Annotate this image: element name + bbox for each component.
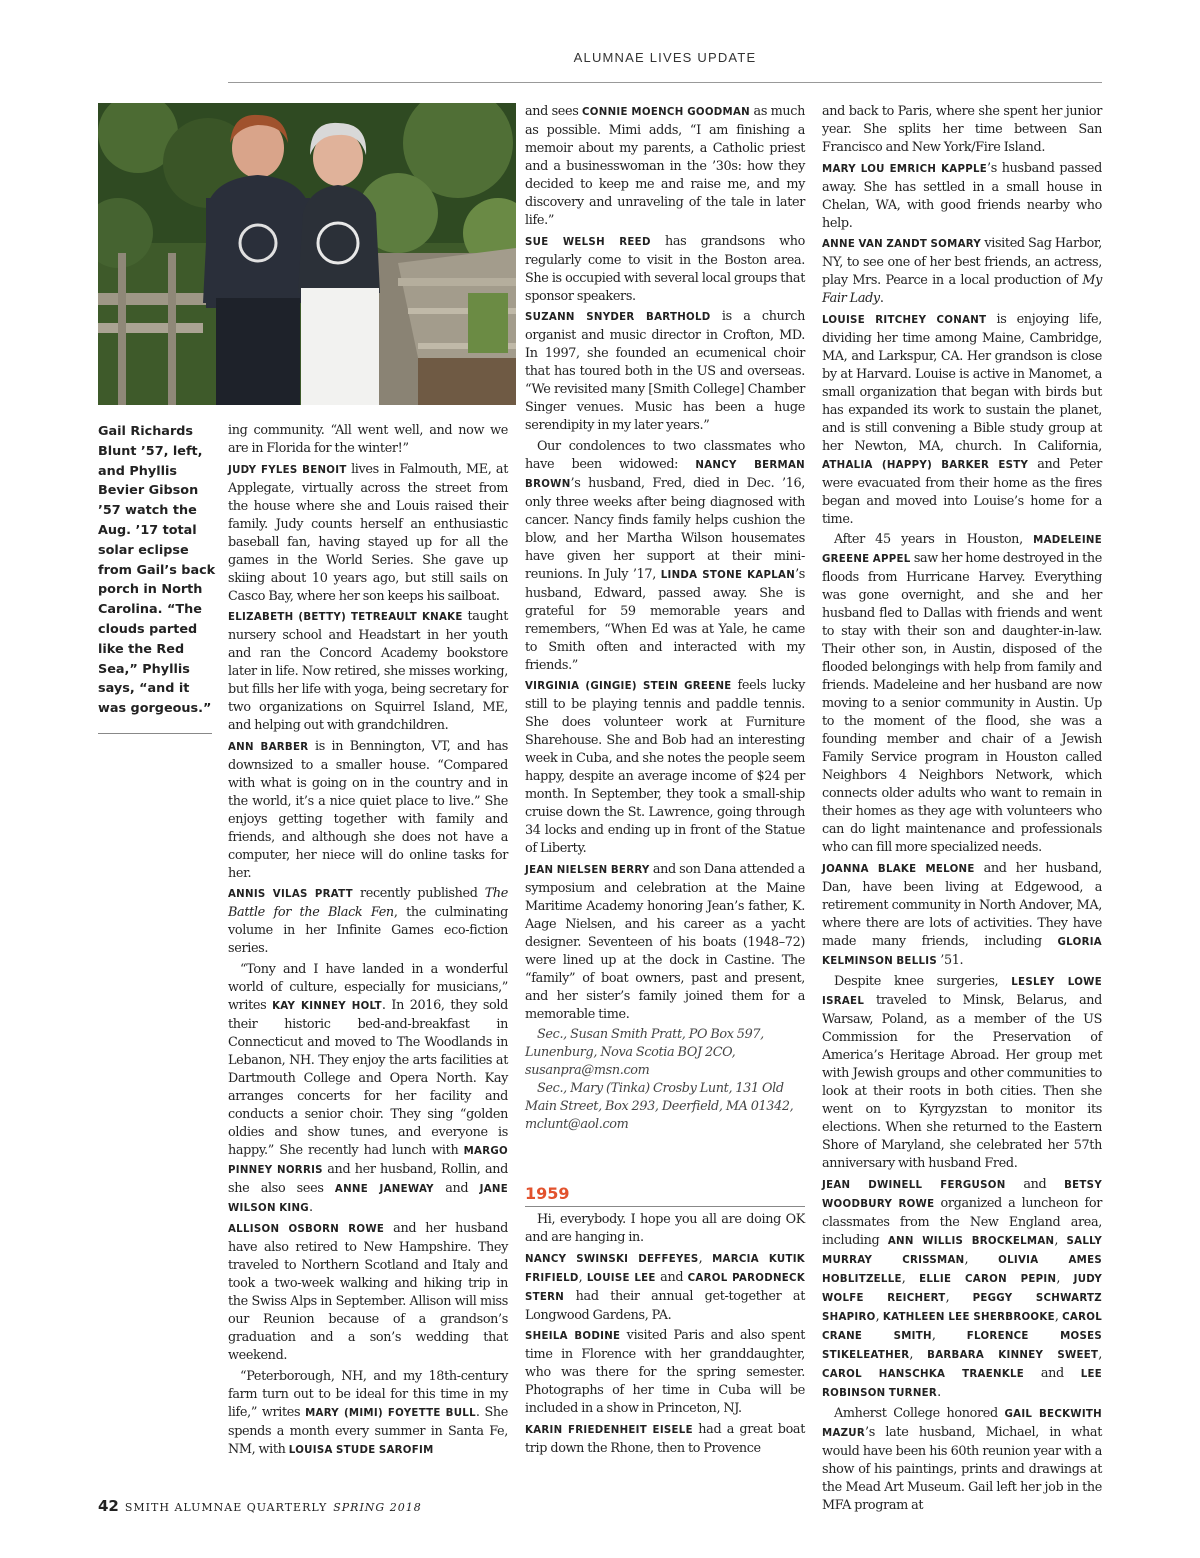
alumna-name: CONNIE MOENCH GOODMAN <box>582 107 750 118</box>
paragraph-text: ’s late husband, Michael, in what would have been his 60th reunion year with a show of his paintings, prints and drawings at the Mead Art Museum. Gail left her job in the MFA program at <box>822 1425 1102 1513</box>
paragraph <box>228 461 508 606</box>
alumna-name: LOUISA STUDE SAROFIM <box>288 1444 434 1456</box>
paragraph-text: had their annual get-together at Longwood Gardens, PA. <box>525 1288 805 1323</box>
paragraph-text: visited Sag Harbor, NY, to see one of her best friends, an actress, play Mrs. Pearce in a local production of <box>822 236 1102 288</box>
alumna-name: LOUISE RITCHEY CONANT <box>822 314 987 326</box>
alumna-name: LINDA STONE KAPLAN <box>660 569 796 581</box>
paragraph-text: , <box>1098 1346 1103 1362</box>
class-year-divider <box>525 1206 805 1207</box>
alumna-name: NANCY SWINSKI DEFFEYES <box>525 1253 699 1265</box>
paragraph <box>525 438 805 675</box>
alumna-name: KATHLEEN LEE SHERBROOKE <box>882 1311 1055 1323</box>
alumna-name: SUE WELSH REED <box>525 236 651 248</box>
alumna-name: KARIN FRIEDENHEIT EISELE <box>525 1424 693 1436</box>
paragraph-text: and her husband, Rollin, and she also sees <box>228 1161 508 1196</box>
alumna-name: GLORIA KELMINSON BELLIS <box>822 936 1102 967</box>
alumna-name: LEE ROBINSON TURNER <box>822 1368 1102 1399</box>
paragraph <box>228 961 508 1218</box>
photo-of-two-women <box>98 103 516 405</box>
paragraph <box>525 1327 805 1418</box>
paragraph-text: lives in Falmouth, ME, at Applegate, virtually across the street from the house where she and Louis raised their family. Judy counts herself an enthusiastic baseball fan, having stayed up for all the games in the World Series. She gave up skiing about 10 years ago, but still sails on Casco Bay, where her son keeps his sailboat. <box>228 461 508 604</box>
paragraph-text: , <box>1054 1232 1067 1248</box>
paragraph <box>822 103 1102 157</box>
paragraph <box>525 103 805 230</box>
paragraph <box>822 160 1102 233</box>
paragraph-text: saw her home destroyed in the floods from Hurricane Harvey. Everything was gone overnight, and she and her husband fled to Dallas with friends and went to stay with their son and daughter-in-law. Their other son, in Austin, disposed of the flooded belongings with help from family and friends. Madeleine and her husband are now moving to a senior community in Austin. Up to the moment of the flood, she was a founding member and chair of a Jewish Family Service program in Houston called Neighbors 4 Neighbors Network, which connects older adults who want to remain in their homes as they age with volunteers who can do light maintenance and professionals who can fill more specialized needs. <box>822 551 1102 855</box>
paragraph-text: and sees <box>525 104 583 119</box>
paragraph <box>822 531 1102 857</box>
alumna-name: JUDY FYLES BENOIT <box>228 464 347 476</box>
paragraph-text: is in Bennington, VT, and has downsized to a smaller house. “Compared with what is going on in the country and in the world, it’s a nice quiet place to live.” She enjoys getting together with family and friends, and although she does not have a computer, her niece will do online tasks for her. <box>228 738 509 881</box>
paragraph <box>525 677 805 858</box>
paragraph-text: ’51. <box>937 952 964 968</box>
alumna-name: ELIZABETH (BETTY) TETREAULT KNAKE <box>228 612 463 623</box>
paragraph-text: taught nursery school and Headstart in her youth and ran the Concord Academy bookstore later in life. Now retired, she misses working, but fills her life with yoga, being secretary for two organizations on Squirrel Island, ME, and helping out with grandchildren. <box>228 609 508 733</box>
paragraph-text: is enjoying life, dividing her time among Maine, Cambridge, MA, and Larkspur, CA. Her grandson is close by at Harvard. Louise is active in Manomet, a small organization that began with birds but has expanded its work to sustain the planet, and is still convening a Bible study group at her Newton, MA, church. In California, <box>822 311 1102 454</box>
alumna-name: CAROL CRANE SMITH <box>822 1311 1102 1342</box>
alumna-name: BARBARA KINNEY SWEET <box>927 1349 1099 1361</box>
paragraph-text: . <box>879 291 884 306</box>
paragraph-text: organized a luncheon for classmates from the New England area, including <box>822 1195 1102 1248</box>
paragraph-text: and son Dana attended a symposium and celebration at the Maine Maritime Academy honoring Jean’s father, K. Aage Nielsen, and his career as a yacht designer. Seventeen of his boats (1948–72) were lined up at the dock in Castine. The “family” of boat owners, past and present, and her sister’s family joined them for a memorable time. <box>525 861 806 1022</box>
page-footer <box>98 1497 422 1515</box>
paragraph <box>228 885 508 958</box>
paragraph-text: ’s husband, Fred, died in Dec. ’16, only three weeks after being diagnosed with cancer. Nancy finds family helps cushion the blow, and her Martha Wilson housemates have given her support at their mini-reunions. In July ’17, <box>525 475 805 582</box>
alumna-name: CAROL PARODNECK STERN <box>525 1272 806 1303</box>
alumna-name: ANNE JANEWAY <box>334 1183 434 1195</box>
paragraph-text: and her husband have also retired to New Hampshire. They traveled to Northern Scotland and Italy and took a two-week walking and hiking trip in the Swiss Alps in September. Allison will miss our Reunion because of a grandson’s graduation and a son’s wedding that weekend. <box>228 1221 508 1363</box>
class-secretary: Sec., Mary (Tinka) Crosby Lunt, 131 Old Main Street, Box 293, Deerfield, MA 01342, mclunt@aol.com <box>525 1081 794 1132</box>
alumna-name: ANNIS VILAS PRATT <box>228 889 353 900</box>
paragraph-text: Our condolences to two classmates who have been widowed: <box>525 438 805 472</box>
alumna-name: BETSY WOODBURY ROWE <box>822 1179 1102 1210</box>
alumna-name: PEGGY SCHWARTZ SHAPIRO <box>822 1292 1102 1323</box>
paragraph <box>822 860 1102 971</box>
alumna-name: JANE WILSON KING <box>228 1183 508 1214</box>
paragraph-text: , <box>1054 1308 1063 1324</box>
paragraph-text: visited Paris and also spent time in Florence with her granddaughter, who was there for the spring semester. Photographs of her time in Cuba will be included in a show in Princeton, NJ. <box>525 1328 805 1416</box>
alumna-name: ANNE VAN ZANDT SOMARY <box>822 239 982 250</box>
paragraph <box>822 311 1102 529</box>
alumna-name: ANN BARBER <box>228 741 309 753</box>
paragraph <box>525 1211 805 1247</box>
paragraph <box>525 1250 805 1325</box>
paragraph-text: , <box>698 1250 713 1266</box>
paragraph <box>525 308 805 435</box>
column-3 <box>822 103 1102 1518</box>
paragraph <box>822 973 1102 1173</box>
paragraph <box>228 738 508 883</box>
alumna-name: JEAN NIELSEN BERRY <box>525 864 650 876</box>
alumna-name: ELLIE CARON PEPIN <box>919 1273 1057 1285</box>
paragraph <box>525 1421 805 1458</box>
alumna-name: CAROL HANSCHKA TRAENKLE <box>822 1368 1025 1380</box>
paragraph-text: is a church organist and music director in Crofton, MD. In 1997, she founded an ecumenical choir that has toured both in the US and overseas. “We revisited many [Smith College] Chamber Singer venues. Music has been a huge serendipity in my later years.” <box>525 309 805 433</box>
paragraph-text: . She spends a month every summer in Santa Fe, NM, with <box>228 1404 508 1457</box>
class-secretary: Sec., Susan Smith Pratt, PO Box 597, Lunenburg, Nova Scotia BOJ 2CO, susanpra@msn.com <box>525 1027 764 1078</box>
paragraph-text: and <box>433 1180 480 1196</box>
alumna-name: FLORENCE MOSES STIKELEATHER <box>822 1330 1102 1361</box>
paragraph-text: After 45 years in Houston, <box>834 532 1034 547</box>
paragraph-text: . <box>308 1199 313 1215</box>
issue-name: SPRING 2018 <box>333 1501 422 1514</box>
paragraph-text: , <box>909 1346 928 1362</box>
section-header: ALUMNAE LIVES UPDATE <box>573 50 757 65</box>
paragraph <box>525 861 805 1024</box>
alumna-name: MARY LOU EMRICH KAPPLE <box>822 163 988 175</box>
paragraph <box>228 1368 508 1460</box>
alumna-name: MARCIA KUTIK FRIFIELD <box>525 1253 805 1284</box>
photo-caption: Gail Richards Blunt ’57, left, and Phyllis Bevier Gibson ’57 watch the Aug. ’17 total solar eclipse from Gail’s back porch in North Carolina. “The clouds parted like the Red Sea,” Phyllis says, “and it was gorgeous.” <box>98 424 216 717</box>
alumna-name: MARGO PINNEY NORRIS <box>228 1145 508 1176</box>
paragraph-text: ’s husband, Edward, passed away. She is grateful for 59 memorable years and remembers, “When Ed was at Yale, he came to Smith often and interacted with my friends.” <box>525 566 805 673</box>
publication-name: SMITH ALUMNAE QUARTERLY <box>124 1501 328 1514</box>
paragraph-text: has grandsons who regularly come to visit in the Boston area. She is occupied with several local groups that sponsor speakers. <box>525 233 805 304</box>
paragraph-text: . In 2016, they sold their historic bed-and-breakfast in Connecticut and moved to The Woodlands in Lebanon, NH. They enjoy the arts facilities at Dartmouth College and Opera North. Kay arranges concerts for her facility and conducts a senior choir. They sing “golden oldies and show tunes, and everyone is happy.” She recently had lunch with <box>228 997 508 1158</box>
italic-title: The Battle for the Black Fen <box>228 886 508 920</box>
alumna-name: GAIL BECKWITH MAZUR <box>822 1409 1102 1439</box>
italic-title: My Fair Lady <box>822 273 1102 306</box>
alumna-name: NANCY BERMAN BROWN <box>525 459 805 490</box>
alumna-name: ATHALIA (HAPPY) BARKER ESTY <box>822 459 1029 471</box>
alumna-name: JEAN DWINELL FERGUSON <box>822 1179 1006 1191</box>
paragraph <box>228 1220 508 1365</box>
paragraph-text: as much as possible. Mimi adds, “I am finishing a memoir about my parents, a Catholic priest and a businesswoman in the ’30s: how they decided to keep me and raise me, and my discovery and unraveling of the tale in later life.” <box>525 104 805 228</box>
paragraph-text: , <box>945 1289 973 1305</box>
page-number: 42 <box>98 1497 119 1515</box>
paragraph-text: Despite knee surgeries, <box>834 974 1012 989</box>
column-2 <box>525 103 805 1134</box>
caption-divider <box>98 733 212 734</box>
alumna-name: ANN WILLIS BROCKELMAN <box>887 1235 1055 1247</box>
paragraph-text: and Peter were evacuated from their home as the fires began and moved into Louise’s home for a time. <box>822 456 1102 527</box>
alumna-name: JUDY WOLFE REICHERT <box>822 1273 1102 1304</box>
paragraph-text: ing community. “All went well, and now we are in Florida for the winter!” <box>228 423 508 456</box>
paragraph <box>822 235 1102 308</box>
alumna-name: LESLEY LOWE ISRAEL <box>822 977 1102 1007</box>
class-year-heading: 1959 <box>525 1184 570 1203</box>
paragraph-text: and her husband, Dan, have been living at Edgewood, a retirement community in North Andover, MA, where there are lots of activities. They have made many friends, including <box>822 860 1103 949</box>
paragraph-text: and <box>1005 1176 1065 1192</box>
paragraph-text: Amherst College honored <box>834 1406 1005 1421</box>
paragraph <box>525 233 805 306</box>
header-divider <box>228 82 1102 83</box>
paragraph-text: and <box>1024 1365 1081 1381</box>
alumna-name: SALLY MURRAY CRISSMAN <box>822 1235 1103 1266</box>
column-2-class-1959 <box>525 1211 805 1460</box>
paragraph-text: feels lucky still to be playing tennis and paddle tennis. She does volunteer work at Furniture Sharehouse. She and Bob had an interesting week in Cuba, and she notes the people seem happy, despite an average income of $24 per month. In September, they took a small-ship cruise down the St. Lawrence, going through 34 locks and ending up in front of the Statue of Liberty. <box>525 678 805 856</box>
paragraph-text: . <box>937 1384 941 1400</box>
paragraph-text: traveled to Minsk, Belarus, and Warsaw, Poland, as a member of the US Commission for the Preservation of America’s Heritage Abroad. Her group met with Jewish groups and other communities to look at their roots in both cities. Then she went on to Kyrgyzstan to monitor its elections. When she returned to the Eastern Shore of Maryland, she celebrated her 57th anniversary with husband Fred. <box>822 993 1102 1171</box>
paragraph-text: , the culminating volume in her Infinite Games eco-fiction series. <box>228 905 508 956</box>
alumna-name: MADELEINE GREENE APPEL <box>822 535 1102 565</box>
paragraph <box>822 1405 1102 1515</box>
alumna-name: VIRGINIA (GINGIE) STEIN GREENE <box>525 681 732 692</box>
paragraph-text: “Tony and I have landed in a wonderful world of culture, especially for musicians,” writes <box>228 961 508 1013</box>
paragraph-text: and <box>655 1269 688 1285</box>
paragraph-text: , <box>964 1251 999 1267</box>
paragraph-text: , <box>578 1269 587 1285</box>
paragraph-text: and back to Paris, where she spent her junior year. She splits her time between San Francisco and New York/Fire Island. <box>822 104 1102 155</box>
paragraph-text: recently published <box>352 886 485 901</box>
alumna-name: JOANNA BLAKE MELONE <box>822 863 975 875</box>
alumna-name: SHEILA BODINE <box>525 1331 621 1342</box>
column-1 <box>228 422 508 1462</box>
alumna-name: LOUISE LEE <box>586 1272 656 1284</box>
paragraph-text: , <box>875 1308 883 1324</box>
paragraph-text: , <box>1056 1270 1074 1286</box>
paragraph <box>228 608 508 735</box>
paragraph <box>228 422 508 458</box>
paragraph-text: Hi, everybody. I hope you all are doing OK and are hanging in. <box>525 1212 805 1245</box>
paragraph-text: had a great boat trip down the Rhone, then to Provence <box>525 1421 805 1456</box>
alumna-name: ALLISON OSBORN ROWE <box>228 1224 385 1235</box>
paragraph-text: , <box>901 1270 920 1286</box>
paragraph-text: , <box>931 1327 967 1343</box>
paragraph-text: “Peterborough, NH, and my 18th-century farm turn out to be ideal for this time in my life,” writes <box>228 1368 508 1420</box>
paragraph-text: ’s husband passed away. She has settled in a small house in Chelan, WA, with good friends nearby who help. <box>822 160 1102 231</box>
paragraph <box>822 1176 1102 1403</box>
alumna-name: MARY (MIMI) FOYETTE BULL <box>305 1407 476 1419</box>
alumna-name: SUZANN SNYDER BARTHOLD <box>525 312 711 323</box>
alumna-name: KAY KINNEY HOLT <box>272 1000 382 1012</box>
alumna-name: OLIVIA AMES HOBLITZELLE <box>822 1254 1102 1285</box>
